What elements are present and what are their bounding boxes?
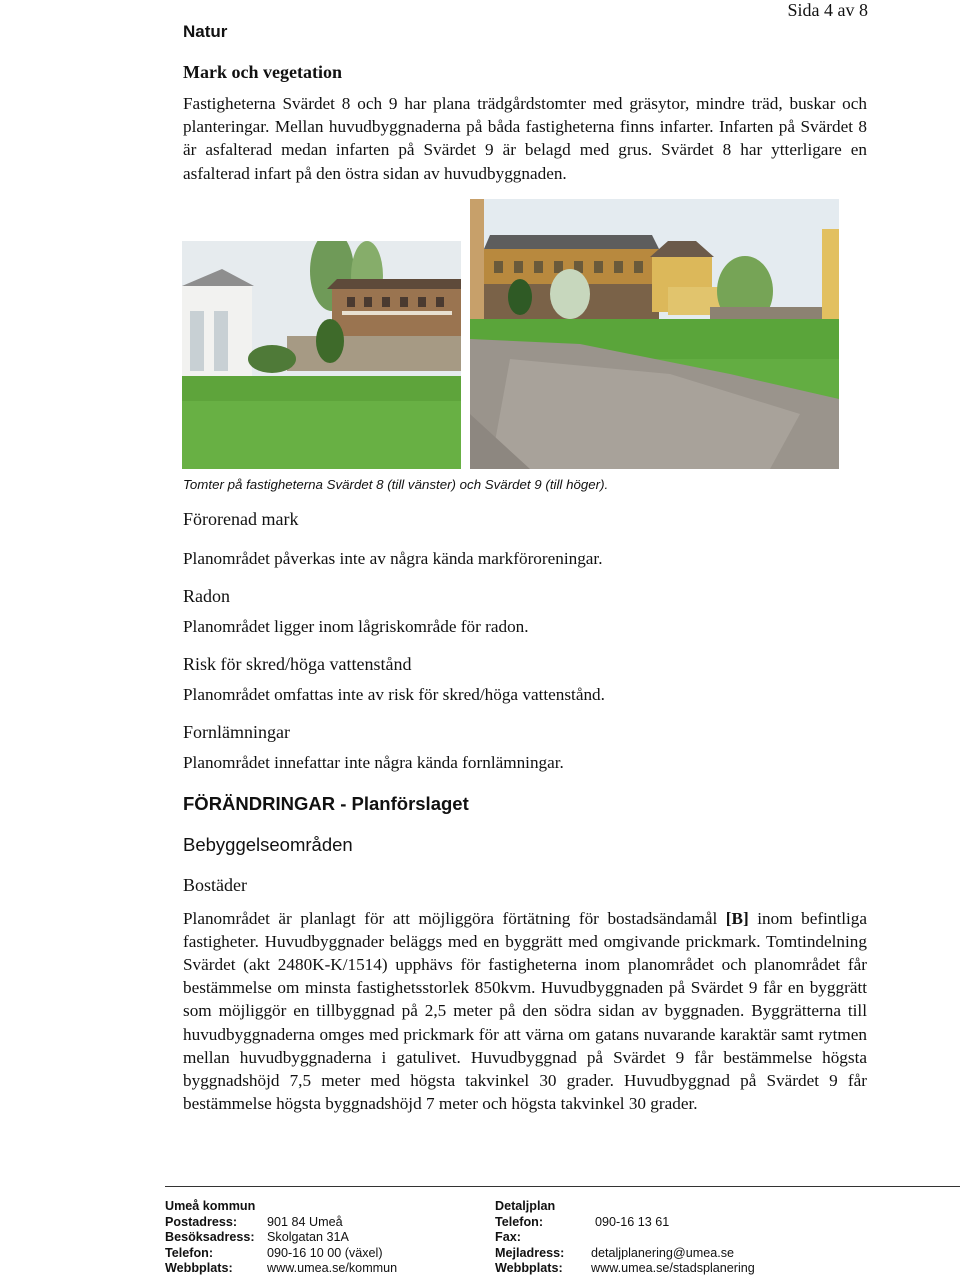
fororenad-heading: Förorenad mark [183, 508, 299, 529]
photo-row [182, 199, 867, 469]
footer-right-value: 090-16 13 61 [595, 1214, 670, 1229]
footer-left-label: Postadress: [165, 1214, 238, 1229]
bostader-body [183, 907, 867, 1116]
bebyggelse-heading: Bebyggelseområden [183, 833, 353, 855]
photo-svardet-8 [182, 241, 461, 469]
radon-heading: Radon [183, 586, 230, 607]
footer-divider [165, 1186, 960, 1187]
footer-left-label: Telefon: [165, 1245, 214, 1260]
footer-right-label: Telefon: [495, 1214, 544, 1229]
fornlamningar-body: Planområdet innefattar inte några kända fornlämningar. [183, 753, 564, 773]
photo-svardet-9 [470, 199, 839, 469]
footer-left-value: www.umea.se/kommun [267, 1261, 398, 1276]
footer-right-label: Fax: [495, 1230, 521, 1245]
bostader-heading: Bostäder [183, 874, 247, 895]
footer-right-label: Webbplats: [495, 1261, 563, 1276]
page-number: Sida 4 av 8 [787, 0, 868, 20]
footer-left-value: Skolgatan 31A [267, 1230, 349, 1245]
forandringar-heading: FÖRÄNDRINGAR - Planförslaget [183, 792, 469, 814]
footer-right [495, 1199, 755, 1277]
risk-body: Planområdet omfattas inte av risk för skred/höga vattenstånd. [183, 685, 605, 705]
page-content [183, 62, 867, 1115]
photo-svardet-9-image [470, 199, 839, 469]
footer-right-value: detaljplanering@umea.se [591, 1245, 735, 1260]
bostader-text-2: inom befintliga fastigheter. Huvudbyggnader beläggs med en byggrätt med omgivande prickmark. Tomtindelning Svärdet (akt 2480K-K/1514) upphävs för fastigheterna inom planområdet och planområdet får bestämmelse om minsta fastighetsstorlek 850kvm. Huvudbyggnaden på Svärdet 9 får en byggrätt som möjliggör en tillbyggnad på 2,5 meter på den södra sidan av byggnaden. Byggrätterna till huvudbyggnaderna omges med prickmark för att värna om gatans nuvarande karaktär samt rytmen mellan huvudbyggnaderna i gatulivet. Huvudbyggnad på Svärdet 9 får bestämmelse högsta byggnadshöjd 7,5 meter med högsta takvinkel 30 grader. Huvudbyggnad på Svärdet 9 får bestämmelse högsta byggnadshöjd 7 meter och högsta takvinkel 30 grader. [183, 908, 867, 1114]
footer-left-org: Umeå kommun [165, 1199, 256, 1213]
mark-body: Fastigheterna Svärdet 8 och 9 har plana trädgårdstomter med gräsytor, mindre träd, buskar och planteringar. Mellan huvudbyggnaderna på båda fastigheterna finns infarter. Infarten på Svärdet 8 är asfalterad medan infarten på Svärdet 9 är belagd med grus. Svärdet 8 har ytterligare en asfalterad infart på den östra sidan av huvudbyggnaden. [183, 94, 867, 183]
footer-right-label: Mejladress: [495, 1245, 565, 1260]
bostader-text-bold: [B] [725, 908, 749, 928]
footer-left [165, 1199, 397, 1277]
section-title: Natur [183, 22, 228, 41]
footer-left-label: Besöksadress: [165, 1230, 255, 1245]
photo-caption: Tomter på fastigheterna Svärdet 8 (till vänster) och Svärdet 9 (till höger). [183, 476, 609, 492]
fornlamningar-heading: Fornlämningar [183, 722, 290, 743]
footer-right-org: Detaljplan [495, 1199, 556, 1213]
footer-left-value: 090-16 10 00 (växel) [267, 1245, 383, 1260]
footer-right-value: www.umea.se/stadsplanering [591, 1261, 755, 1276]
risk-heading: Risk för skred/höga vattenstånd [183, 654, 412, 675]
footer-left-value: 901 84 Umeå [267, 1214, 343, 1229]
footer-left-label: Webbplats: [165, 1261, 233, 1276]
fororenad-body: Planområdet påverkas inte av några kända markföroreningar. [183, 548, 603, 568]
bostader-text-1: Planområdet är planlagt för att möjliggöra förtätning för bostadsändamål [183, 908, 726, 928]
radon-body: Planområdet ligger inom lågriskområde för radon. [183, 617, 529, 637]
photo-svardet-8-image [182, 241, 461, 469]
mark-heading: Mark och vegetation [183, 62, 342, 82]
